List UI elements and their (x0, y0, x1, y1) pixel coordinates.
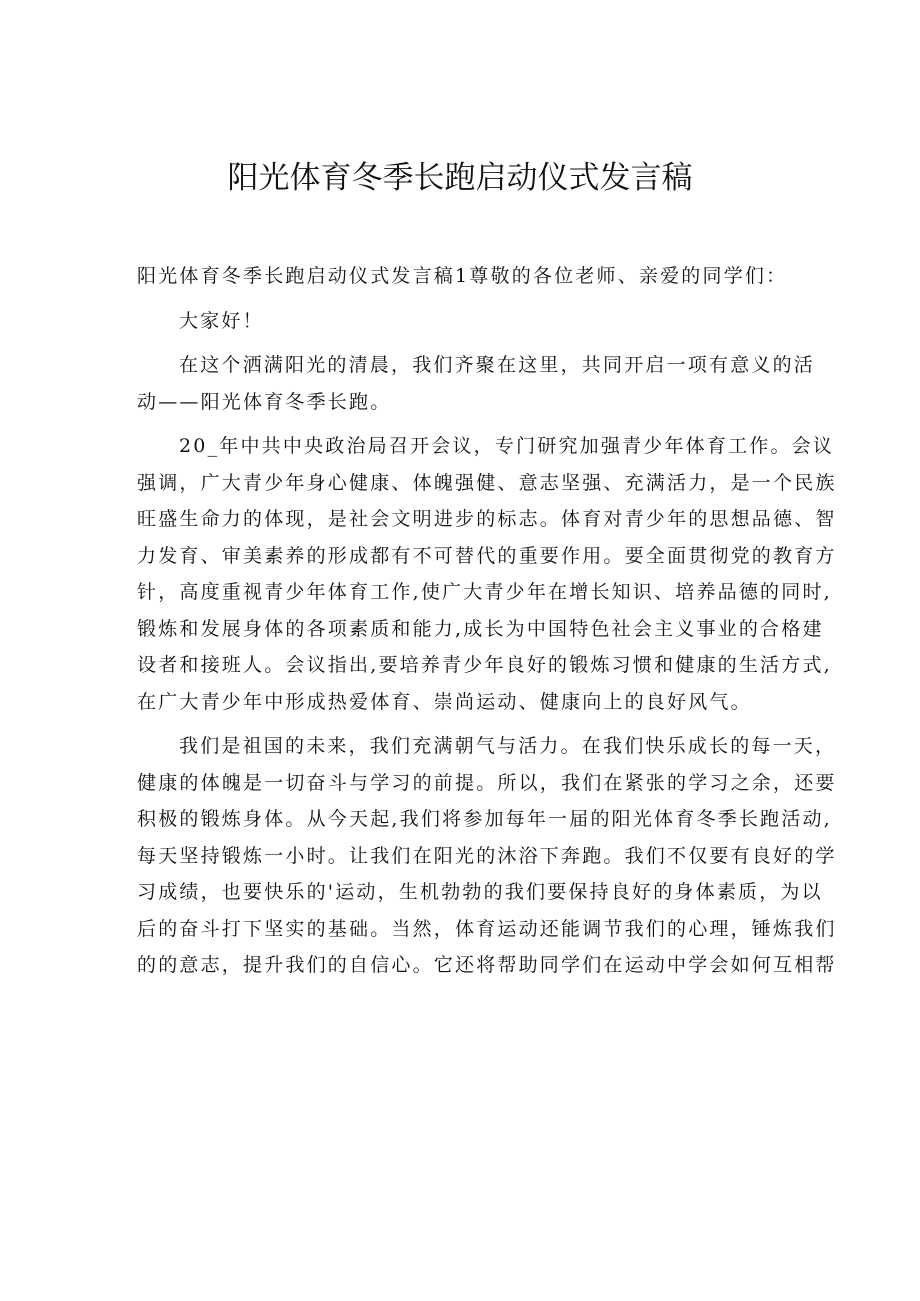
paragraph-line: 旺盛生命力的体现，是社会文明进步的标志。体育对青少年的思想品德、智 (137, 508, 837, 530)
paragraph-line: 设者和接班人。会议指出,要培养青少年良好的锻炼习惯和健康的生活方式, (137, 654, 832, 676)
paragraph-line: 动——阳光体育冬季长跑。 (137, 390, 392, 413)
paragraph-line: 20_年中共中央政治局召开会议，专门研究加强青少年体育工作。会议 (179, 435, 835, 457)
greeting-line: 大家好！ (179, 309, 264, 332)
paragraph-line: 每天坚持锻炼一小时。让我们在阳光的沐浴下奔跑。我们不仅要有良好的学 (137, 844, 837, 867)
opening-line: 阳光体育冬季长跑启动仪式发言稿1尊敬的各位老师、亲爱的同学们： (137, 265, 788, 287)
paragraph-line: 强调，广大青少年身心健康、体魄强健、意志坚强、充满活力，是一个民族 (137, 471, 837, 494)
paragraph-line: 在广大青少年中形成热爱体育、崇尚运动、健康向上的良好风气。 (137, 690, 752, 713)
paragraph-line: 积极的锻炼身体。从今天起,我们将参加每年一届的阳光体育冬季长跑活动, (137, 808, 832, 830)
paragraph-line: 习成绩，也要快乐的'运动，生机勃勃的我们要保持良好的身体素质，为以 (137, 881, 823, 903)
paragraph-line: 针，高度重视青少年体育工作,使广大青少年在增长知识、培养品德的同时, (137, 581, 832, 603)
paragraph-line: 在这个洒满阳光的清晨，我们齐聚在这里，共同开启一项有意义的活 (179, 354, 816, 376)
paragraph-line: 的的意志，提升我们的自信心。它还将帮助同学们在运动中学会如何互相帮 (137, 954, 837, 976)
paragraph-line: 后的奋斗打下坚实的基础。当然，体育运动还能调节我们的心理，锤炼我们 (137, 917, 837, 940)
document-body (137, 258, 837, 984)
paragraph-line: 我们是祖国的未来，我们充满朝气与活力。在我们快乐成长的每一天， (179, 735, 837, 757)
paragraph-line: 锻炼和发展身体的各项素质和能力,成长为中国特色社会主义事业的合格建 (137, 617, 824, 640)
paragraph-line: 健康的体魄是一切奋斗与学习的前提。所以，我们在紧张的学习之余，还要 (137, 771, 837, 794)
document-title: 阳光体育冬季长跑启动仪式发言稿 (227, 160, 693, 196)
paragraph-line: 力发育、审美素养的形成都有不可替代的重要作用。要全面贯彻党的教育方 (137, 544, 837, 567)
